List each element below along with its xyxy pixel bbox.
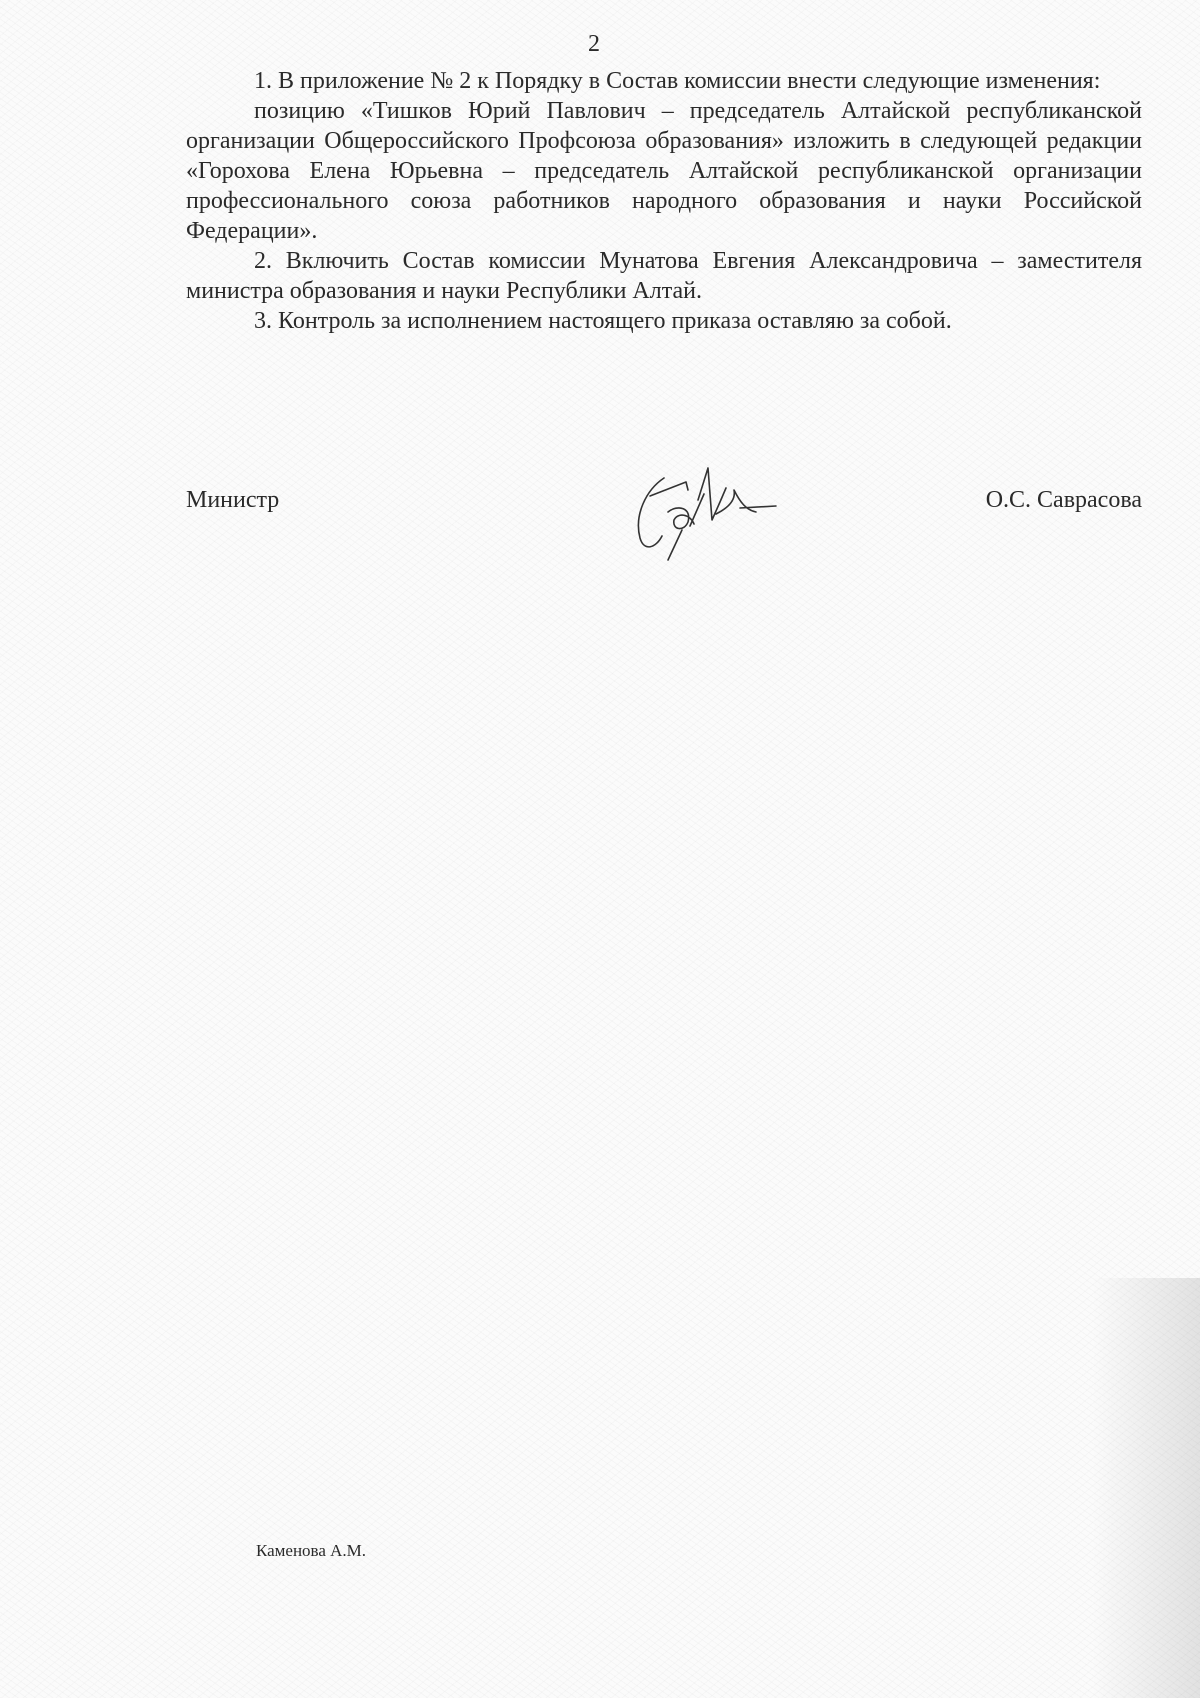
signer-name: О.С. Саврасова	[985, 487, 1142, 513]
page-number: 2	[588, 31, 600, 57]
paragraph-1: 1. В приложение № 2 к Порядку в Состав комиссии внести следующие изменения:	[254, 68, 1101, 94]
order-text	[186, 66, 1142, 336]
executor-name: Каменова А.М.	[256, 1541, 367, 1560]
signer-role: Министр	[186, 487, 280, 513]
scan-shadow	[1080, 1278, 1200, 1698]
paragraph-3: 3. Контроль за исполнением настоящего приказа оставляю за собой.	[254, 308, 952, 334]
handwritten-signature	[616, 460, 796, 570]
paragraph-2: 2. Включить Состав комиссии Мунатова Евгения Александровича – заместителя министра образования и науки Республики Алтай.	[186, 248, 1142, 304]
paragraph-position: позицию «Тишков Юрий Павлович – председатель Алтайской республиканской организации Общероссийского Профсоюза образования» изложить в следующей редакции «Горохова Елена Юрьевна – председатель Алтайской республиканской организации профессионального союза работников народного образования и науки Российской Федерации».	[186, 98, 1142, 244]
